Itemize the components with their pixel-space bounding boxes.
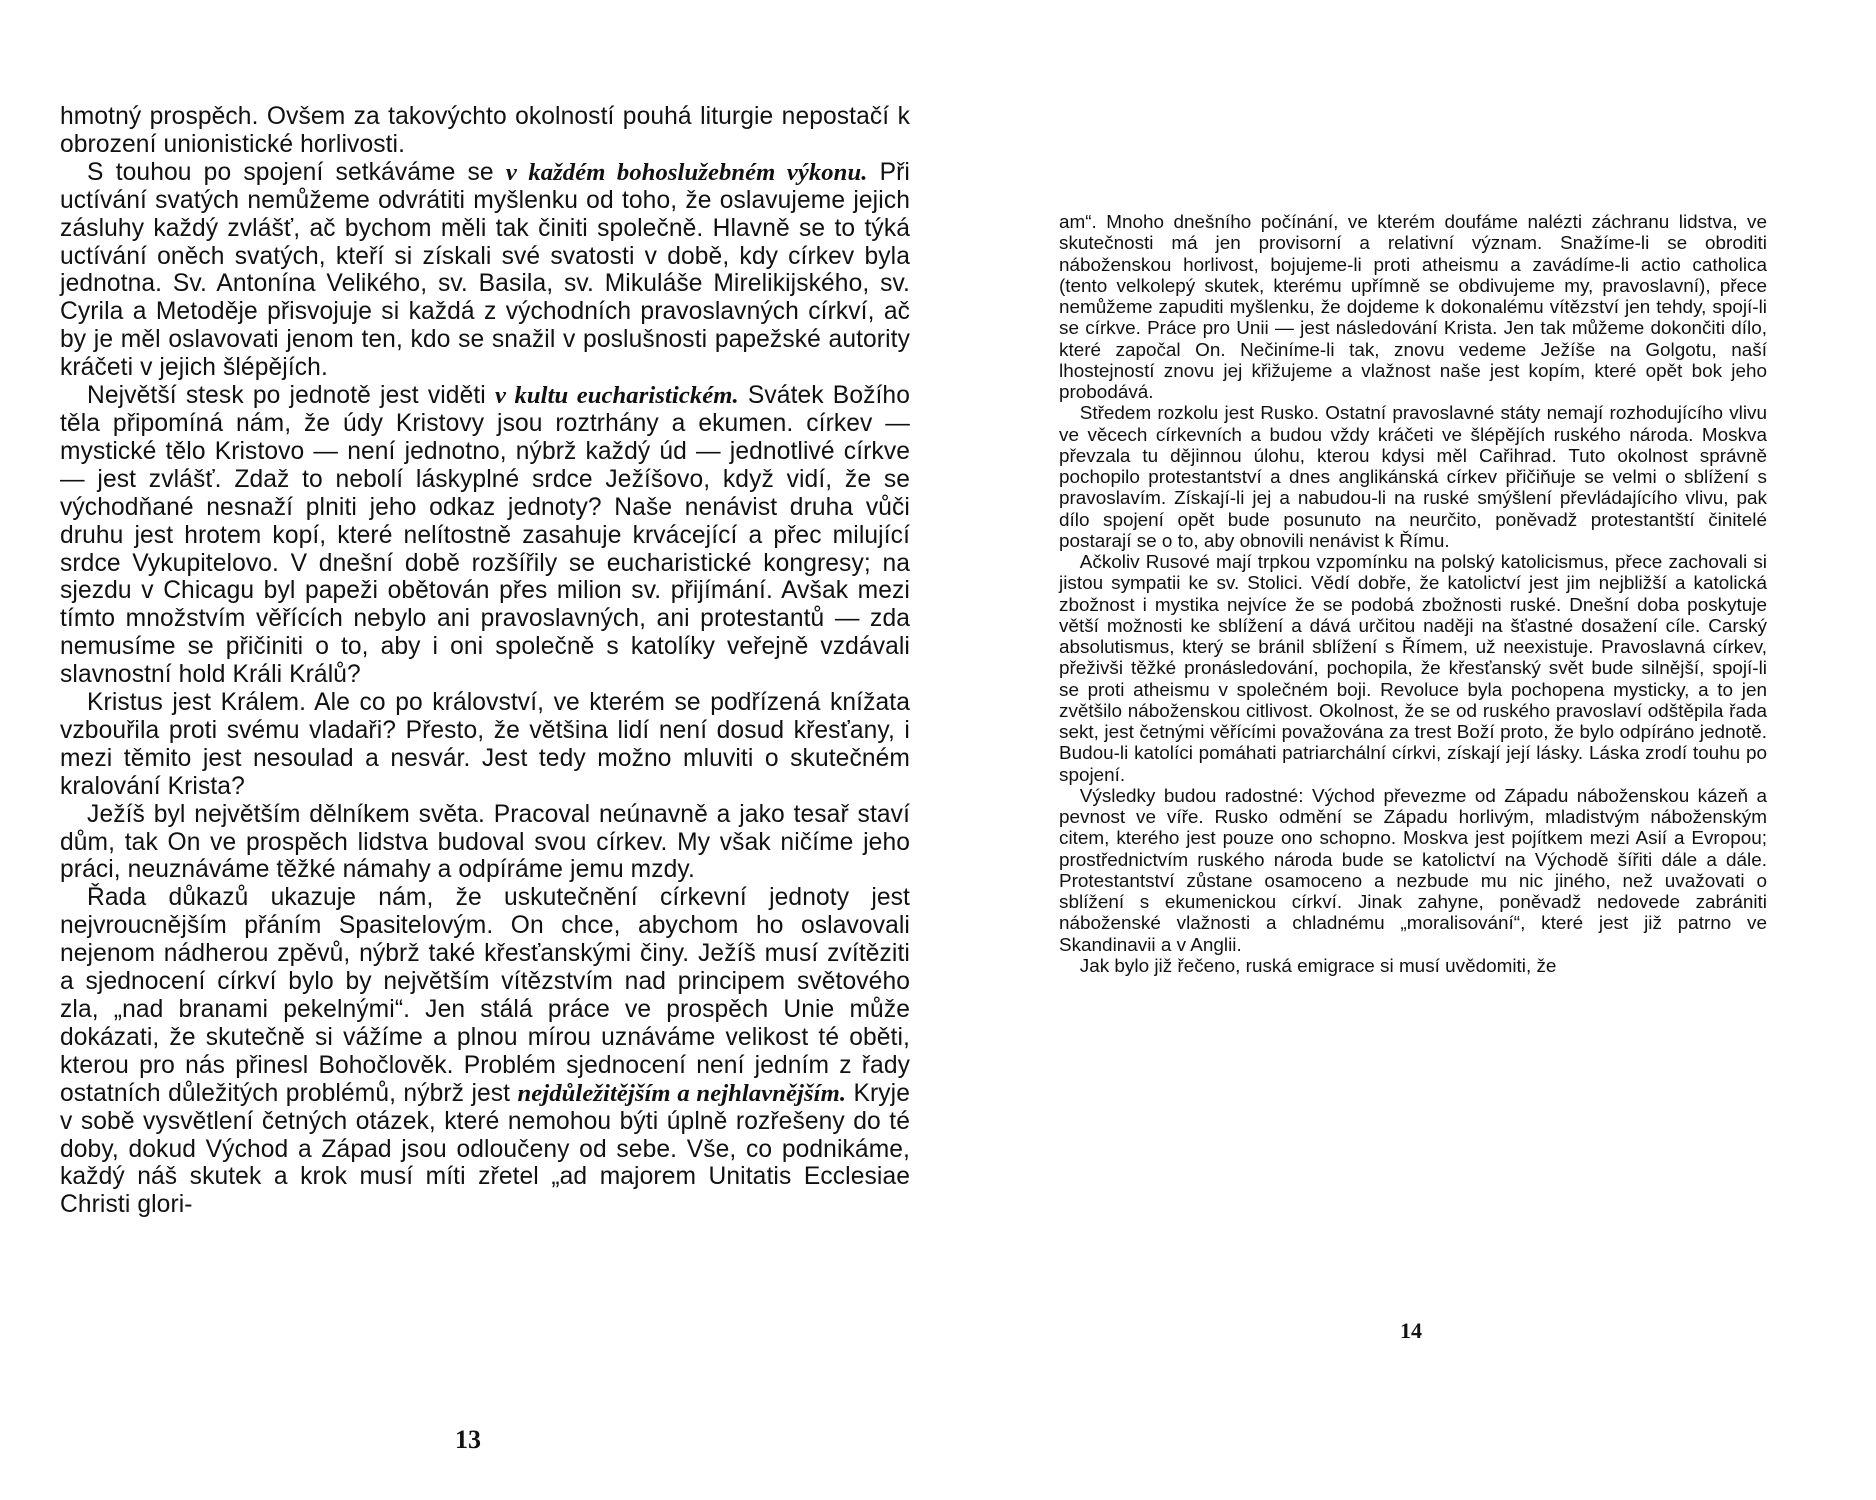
paragraph <box>60 884 910 1219</box>
right-page-number: 14 <box>1400 1318 1422 1343</box>
left-page-text-column <box>60 103 910 1219</box>
paragraph <box>1059 552 1767 786</box>
text-run: Řada důkazů ukazuje nám, že uskutečnění církevní jednoty jest nejvroucnějším přáním Spasitelovým. On chce, abychom ho oslavovali nejenom nádherou zpěvů, nýbrž také křesťanskými činy. Ježíš musí zvítěziti a sjednocení církví bylo by největším vítězstvím nad principem světového zla, „nad branami pekelnými“. Jen stálá práce ve prospěch Unie může dokázati, že skutečně si vážíme a plnou mírou uznáváme velikost té oběti, kterou pro nás přinesl Bohočlověk. Problém sjednocení není jedním z řady ostatních důležitých problémů, nýbrž jest <box>60 884 910 1107</box>
text-run: Středem rozkolu jest Rusko. Ostatní pravoslavné státy nemají rozhodujícího vlivu ve věcech církevních a budou vždy kráčeti ve šlépějích ruského národa. Moskva převzala tu dějinnou úlohu, kterou kdysi měl Cařihrad. Tuto okolnost správně pochopilo protestantství a dnes anglikánská církev přičiňuje se velmi o sblížení s pravoslavím. Získají-li jej a nabudou-li na ruské smýšlení převládajícího vlivu, pak dílo spojení opět bude posunuto na neurčito, poněvadž protestantští činitelé postarají se o to, aby obnovili nenávist k Římu. <box>1059 403 1767 552</box>
text-run: Svátek Božího těla připomíná nám, že údy Kristovy jsou roztrhány a ekumen. církev — mystické tělo Kristovo — není jednotno, nýbrž každý úd — jednotlivé církve — jest zvlášť. Zdaž to nebolí láskyplné srdce Ježíšovo, když vidí, že se východňané nesnaží plniti jeho odkaz jednoty? Naše nenávist druha vůči druhu jest hrotem kopí, které nelítostně zasahuje krvácející a přec milující srdce Vykupitelovo. V dnešní době rozšířily se eucharistické kongresy; na sjezdu v Chicagu byl papeži obětován přes milion sv. přijímání. Avšak mezi tímto množstvím věřících nebylo ani pravoslavných, ani protestantů — zda nemusíme se přičiniti o to, aby i oni společně s katolíky veřejně vzdávali slavnostní hold Králi Králů? <box>60 382 910 689</box>
paragraph <box>1059 212 1767 403</box>
right-page <box>938 0 1876 1500</box>
paragraph <box>1059 956 1767 977</box>
paragraph <box>60 689 910 801</box>
emphasized-text: nejdůležitějším a nejhlavnějším. <box>517 1079 847 1107</box>
text-run: Největší stesk po jednotě jest viděti <box>87 382 495 410</box>
text-run: Kryje v sobě vysvětlení četných otázek, které nemohou býti úplně rozřešeny do té doby, dokud Východ a Západ jsou odloučeny od sebe. Vše, co podnikáme, každý náš skutek a krok musí míti zřetel „ad majorem Unitatis Ecclesiae Christi glori- <box>60 1079 910 1219</box>
paragraph <box>1059 403 1767 552</box>
emphasized-text: v kultu eucharistickém. <box>495 382 739 410</box>
text-run: Kristus jest Králem. Ale co po království, ve kterém se podřízená knížata vzbouřila proti svému vladaři? Přesto, že většina lidí není dosud křesťany, i mezi těmito jest nesoulad a nesvár. Jest tedy možno mluviti o skutečném kralování Krista? <box>60 689 910 800</box>
emphasized-text: v každém bohoslužebném výkonu. <box>505 158 868 186</box>
text-run: Při uctívání svatých nemůžeme odvrátiti myšlenku od toho, že oslavujeme jejich zásluhy každý zvlášť, ač bychom měli tak činiti společně. Hlavně se to týká uctívání oněch svatých, kteří si získali své svatosti v době, kdy církev byla jednotna. Sv. Antonína Velikého, sv. Basila, sv. Mikuláše Mirelikijského, sv. Cyrila a Metoděje přisvojuje si každá z východních pravoslavných církví, ač by je měl oslavovati jenom ten, kdo se snažil v poslušnosti papežské autority kráčeti v jejich šlépějích. <box>60 158 910 382</box>
text-run: Ježíš byl největším dělníkem světa. Pracoval neúnavně a jako tesař staví dům, tak On ve prospěch lidstva budoval svou církev. My však ničíme jeho práci, neuznáváme těžké námahy a odpíráme jemu mzdy. <box>60 800 910 884</box>
right-page-text-column <box>1059 212 1767 977</box>
paragraph <box>60 159 910 382</box>
text-run: hmotný prospěch. Ovšem za takovýchto okolností pouhá liturgie nepostačí k obrození unionistické horlivosti. <box>60 103 910 158</box>
paragraph <box>60 382 910 689</box>
left-page-number: 13 <box>455 1425 481 1454</box>
text-run: S touhou po spojení setkáváme se <box>87 158 506 186</box>
text-run: Ačkoliv Rusové mají trpkou vzpomínku na polský katolicismus, přece zachovali si jistou sympatii ke sv. Stolici. Vědí dobře, že katolictví jest jim nejbližší a katolická zbožnost i mystika nejvíce že se podobá zbožnosti ruské. Dnešní doba poskytuje větší možnosti ke sblížení a dává určitou naději na šťastné dosažení cíle. Carský absolutismus, který se bránil sblížení s Římem, už neexistuje. Pravoslavná církev, přeživši těžké pronásledování, pochopila, že křesťanský svět bude silnější, spojí-li se proti atheismu v společném boji. Revoluce byla pochopena mysticky, a to jen zvětšilo náboženskou citlivost. Okolnost, že se od ruského pravoslaví odštěpila řada sekt, jest četnými věřícími považována za trest Boží proto, že bylo odpíráno jednotě. Budou-li katolíci pomáhati patriarchální církvi, získají její lásky. Láska zrodí touhu po spojení. <box>1059 552 1767 786</box>
paragraph <box>60 801 910 885</box>
paragraph <box>60 103 910 159</box>
text-run: am“. Mnoho dnešního počínání, ve kterém doufáme nalézti záchranu lidstva, ve skutečnosti má jen provisorní a relativní význam. Snažíme-li se obroditi náboženskou horlivost, bojujeme-li proti atheismu a zavádíme-li actio catholica (tento velkolepý skutek, kterému upřímně se obdivujeme my, pravoslavní), přece nemůžeme zapuditi myšlenku, že dojdeme k dokonalému vítězství jen tehdy, spojí-li se církve. Práce pro Unii — jest následování Krista. Jen tak můžeme dokončiti dílo, které započal On. Nečiníme-li tak, znovu vedeme Ježíše na Golgotu, naší lhostejností znovu jej křižujeme a vlažnost naše jest kopím, které opět bok jeho probodává. <box>1059 212 1767 403</box>
text-run: Výsledky budou radostné: Východ převezme od Západu náboženskou kázeň a pevnost ve víře. Rusko odmění se Západu horlivým, mladistvým náboženským citem, kterého jest pouze ono schopno. Moskva jest pojítkem mezi Asií a Evropou; prostřednictvím ruského národa bude se katolictví na Východě šířiti dále a dále. Protestantství zůstane osamoceno a nezbude mu nic jiného, než uvažovati o sblížení s ekumenickou církví. Jinak zahyne, poněvadž nedovede zabrániti náboženské vlažnosti a chladnému „moralisování“, které jest již patrno ve Skandinavii a v Anglii. <box>1059 785 1767 956</box>
text-run: Jak bylo již řečeno, ruská emigrace si musí uvědomiti, že <box>1079 955 1557 977</box>
paragraph <box>1059 786 1767 956</box>
